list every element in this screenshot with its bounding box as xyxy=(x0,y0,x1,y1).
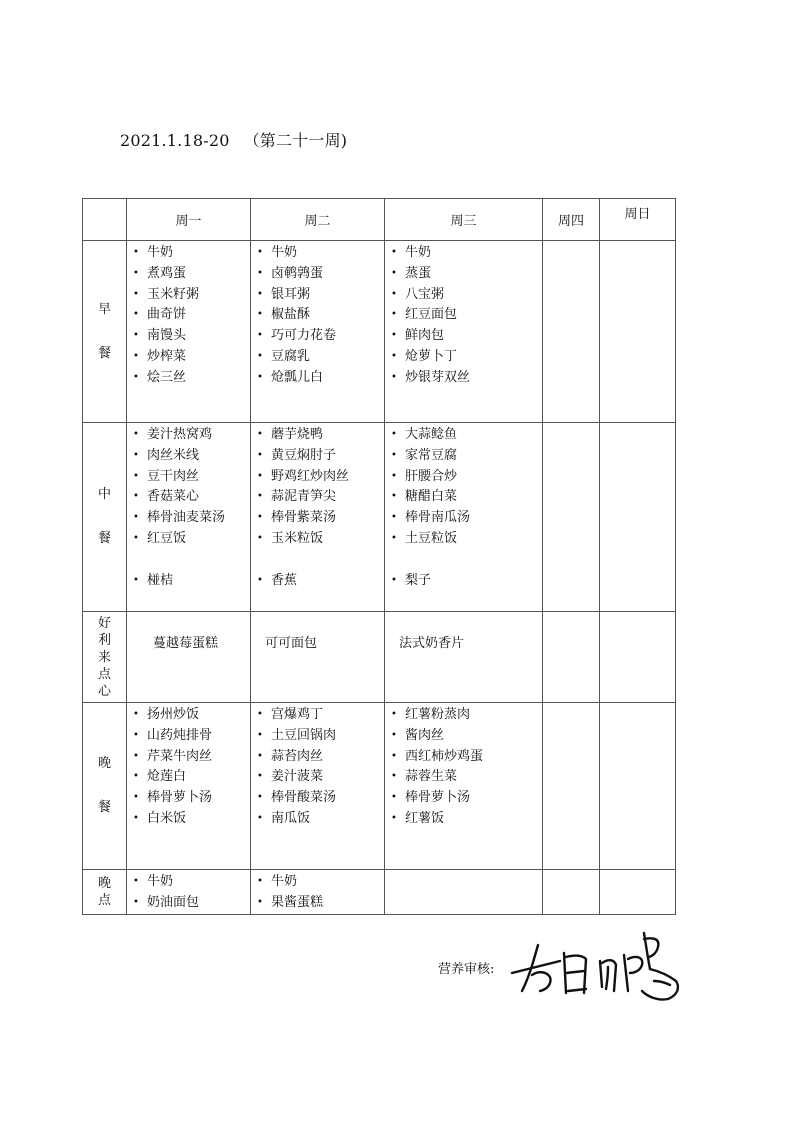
breakfast-tue xyxy=(251,241,384,389)
lunch-wed-item: • 棒骨南瓜汤 xyxy=(391,508,542,529)
meal-label-night-snack: 晚 点 xyxy=(83,870,127,915)
breakfast-mon-item: • 玉米籽粥 xyxy=(133,285,250,306)
snack-mon: 蔓越莓蛋糕 xyxy=(153,636,219,651)
lunch-mon xyxy=(127,423,250,550)
breakfast-wed-item: • 炒银芽双丝 xyxy=(391,368,542,389)
dinner-wed-item: • 西红柿炒鸡蛋 xyxy=(391,747,542,768)
lunch-mon-item: • 豆干肉丝 xyxy=(133,467,250,488)
night-snack-mon-item: • 奶油面包 xyxy=(133,893,250,914)
dinner-tue-item: • 南瓜饭 xyxy=(257,809,384,830)
lunch-tue-item: • 玉米粒饭 xyxy=(257,529,384,550)
day-header-sun: 周日 xyxy=(600,199,676,241)
lunch-mon-item: • 棒骨油麦菜汤 xyxy=(133,508,250,529)
night-snack-row xyxy=(83,870,676,915)
week-label: （第二十一周) xyxy=(243,131,348,150)
meal-label-snack: 好 利 来 点 心 xyxy=(83,612,127,703)
lunch-sun xyxy=(600,423,676,612)
dinner-wed-item: • 棒骨萝卜汤 xyxy=(391,788,542,809)
night-snack-tue xyxy=(251,870,384,914)
dinner-wed-item: • 红薯饭 xyxy=(391,809,542,830)
breakfast-tue-item: • 炝瓢儿白 xyxy=(257,368,384,389)
lunch-tue-fruit: • 香蕉 xyxy=(257,571,384,592)
meal-label-lunch: 中 餐 xyxy=(83,423,127,612)
breakfast-wed-item: • 八宝粥 xyxy=(391,285,542,306)
breakfast-tue-item: • 卤鹌鹑蛋 xyxy=(257,264,384,285)
lunch-wed-item: • 肝腰合炒 xyxy=(391,467,542,488)
breakfast-wed-item: • 蒸蛋 xyxy=(391,264,542,285)
lunch-tue-item: • 棒骨紫菜汤 xyxy=(257,508,384,529)
dinner-tue-item: • 宫爆鸡丁 xyxy=(257,705,384,726)
dinner-mon-item: • 山药炖排骨 xyxy=(133,726,250,747)
dinner-sun xyxy=(600,703,676,870)
signature-image xyxy=(508,925,688,1005)
night-snack-mon-item: • 牛奶 xyxy=(133,872,250,893)
breakfast-wed-item: • 红豆面包 xyxy=(391,305,542,326)
breakfast-mon-item: • 烩三丝 xyxy=(133,368,250,389)
breakfast-row xyxy=(83,241,676,423)
breakfast-sun xyxy=(600,241,676,423)
breakfast-mon-item: • 煮鸡蛋 xyxy=(133,264,250,285)
lunch-wed-item: • 大蒜鲶鱼 xyxy=(391,425,542,446)
meal-label-dinner: 晚 餐 xyxy=(83,703,127,870)
lunch-mon-fruit: • 椪桔 xyxy=(133,571,250,592)
dinner-tue-item: • 蒜苔肉丝 xyxy=(257,747,384,768)
lunch-wed xyxy=(385,423,542,550)
night-snack-tue-item: • 果酱蛋糕 xyxy=(257,893,384,914)
breakfast-tue-item: • 牛奶 xyxy=(257,243,384,264)
day-header-thu: 周四 xyxy=(543,199,600,241)
dinner-row xyxy=(83,703,676,870)
night-snack-wed xyxy=(385,870,543,915)
breakfast-thu xyxy=(543,241,600,423)
lunch-tue-item: • 蒜泥青笋尖 xyxy=(257,487,384,508)
lunch-tue xyxy=(251,423,384,550)
dinner-mon-item: • 炝莲白 xyxy=(133,767,250,788)
lunch-tue-item: • 黄豆焖肘子 xyxy=(257,446,384,467)
corner-cell xyxy=(83,199,127,241)
night-snack-thu xyxy=(543,870,600,915)
breakfast-mon xyxy=(127,241,250,389)
day-header-wed: 周三 xyxy=(385,199,543,241)
dinner-wed xyxy=(385,703,542,830)
night-snack-sun xyxy=(600,870,676,915)
lunch-mon-item: • 肉丝米线 xyxy=(133,446,250,467)
dinner-wed-item: • 酱肉丝 xyxy=(391,726,542,747)
dinner-wed-item: • 蒜蓉生菜 xyxy=(391,767,542,788)
lunch-mon-item: • 姜汁热窝鸡 xyxy=(133,425,250,446)
dinner-thu xyxy=(543,703,600,870)
meal-label-breakfast: 早 餐 xyxy=(83,241,127,423)
dinner-tue-item: • 土豆回锅肉 xyxy=(257,726,384,747)
snack-thu xyxy=(543,612,600,703)
breakfast-tue-item: • 椒盐酥 xyxy=(257,305,384,326)
snack-row xyxy=(83,612,676,703)
lunch-mon-item: • 香菇菜心 xyxy=(133,487,250,508)
day-header-tue: 周二 xyxy=(251,199,385,241)
lunch-tue-item: • 野鸡红炒肉丝 xyxy=(257,467,384,488)
dinner-tue-item: • 姜汁菠菜 xyxy=(257,767,384,788)
snack-sun xyxy=(600,612,676,703)
header-row xyxy=(83,199,676,241)
dinner-mon-item: • 扬州炒饭 xyxy=(133,705,250,726)
date-range: 2021.1.18-20 xyxy=(120,131,230,150)
night-snack-mon xyxy=(127,870,250,914)
day-header-mon: 周一 xyxy=(127,199,251,241)
breakfast-wed-item: • 炝萝卜丁 xyxy=(391,347,542,368)
lunch-wed-item: • 糖醋白菜 xyxy=(391,487,542,508)
nutrition-review-label: 营养审核: xyxy=(438,962,495,977)
breakfast-wed-item: • 牛奶 xyxy=(391,243,542,264)
breakfast-mon-item: • 牛奶 xyxy=(133,243,250,264)
lunch-row xyxy=(83,423,676,612)
dinner-mon-item: • 棒骨萝卜汤 xyxy=(133,788,250,809)
night-snack-tue-item: • 牛奶 xyxy=(257,872,384,893)
dinner-wed-item: • 红薯粉蒸肉 xyxy=(391,705,542,726)
breakfast-mon-item: • 南馒头 xyxy=(133,326,250,347)
lunch-wed-fruit: • 梨子 xyxy=(391,571,542,592)
lunch-mon-item: • 红豆饭 xyxy=(133,529,250,550)
menu-table xyxy=(82,198,676,915)
page-title xyxy=(120,128,347,151)
breakfast-mon-item: • 曲奇饼 xyxy=(133,305,250,326)
dinner-tue-item: • 棒骨酸菜汤 xyxy=(257,788,384,809)
lunch-wed-item: • 家常豆腐 xyxy=(391,446,542,467)
breakfast-tue-item: • 豆腐乳 xyxy=(257,347,384,368)
snack-tue: 可可面包 xyxy=(265,636,318,651)
dinner-mon xyxy=(127,703,250,830)
breakfast-mon-item: • 炒榨菜 xyxy=(133,347,250,368)
lunch-thu xyxy=(543,423,600,612)
breakfast-wed-item: • 鲜肉包 xyxy=(391,326,542,347)
lunch-tue-item: • 蘑芋烧鸭 xyxy=(257,425,384,446)
dinner-tue xyxy=(251,703,384,830)
dinner-mon-item: • 白米饭 xyxy=(133,809,250,830)
breakfast-wed xyxy=(385,241,542,389)
snack-wed: 法式奶香片 xyxy=(399,636,465,651)
dinner-mon-item: • 芹菜牛肉丝 xyxy=(133,747,250,768)
breakfast-tue-item: • 巧可力花卷 xyxy=(257,326,384,347)
lunch-wed-item: • 土豆粒饭 xyxy=(391,529,542,550)
breakfast-tue-item: • 银耳粥 xyxy=(257,285,384,306)
